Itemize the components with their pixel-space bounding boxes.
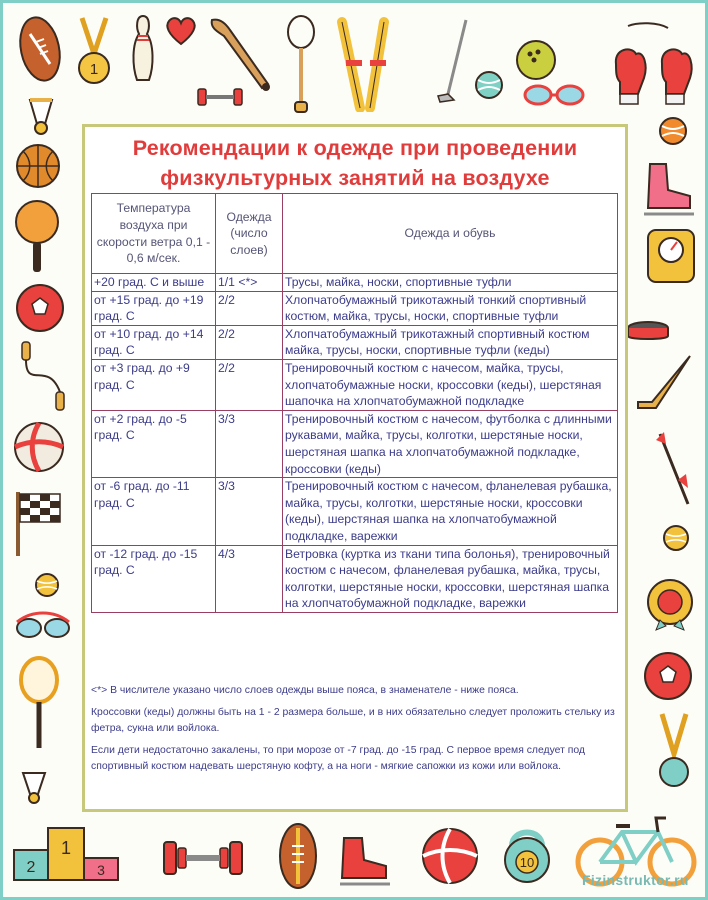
goggles-icon	[12, 608, 74, 642]
podium-second: 2	[26, 859, 36, 876]
cell-clothes: Трусы, майка, носки, спортивные туфли	[283, 274, 618, 292]
volleyball-icon	[420, 826, 480, 886]
scale-icon	[646, 228, 696, 284]
dumbbell-icon	[196, 86, 244, 108]
cell-temperature: от +2 град. до -5 град. С	[92, 410, 216, 477]
cell-clothes: Тренировочный костюм с начесом, майка, трусы, хлопчатобумажные носки, кроссовки (кеды), шерстяная шапочка на хлопчатобумажной подкладке	[283, 359, 618, 410]
footnote-layers: <*> В числителе указано число слоев одежды выше пояса, в знаменателе - ниже пояса.	[91, 685, 519, 696]
clothing-table	[91, 193, 618, 613]
soccer-ball-icon	[642, 650, 694, 702]
cell-clothes: Хлопчатобумажный трикотажный тонкий спортивный костюм, майка, трусы, носки, спортивные туфли	[283, 291, 618, 325]
cell-temperature: от -12 град. до -15 град. С	[92, 545, 216, 612]
ping-pong-paddle-icon	[14, 198, 60, 276]
bowling-ball-icon	[514, 38, 558, 82]
jump-rope-icon	[18, 340, 68, 412]
table-row	[92, 410, 618, 477]
header-clothes: Одежда и обувь	[283, 194, 618, 274]
cell-layers: 3/3	[216, 410, 283, 477]
cell-temperature: от -6 град. до -11 град. С	[92, 478, 216, 545]
cell-layers: 4/3	[216, 545, 283, 612]
checkered-flag-icon	[10, 488, 68, 558]
cell-temperature: от +15 град. до +19 град. С	[92, 291, 216, 325]
tennis-racket-icon	[16, 654, 62, 754]
podium-third: 3	[97, 862, 105, 878]
rugby-ball-icon	[16, 14, 64, 84]
page-title	[85, 133, 625, 193]
cell-temperature: +20 град. С и выше	[92, 274, 216, 292]
tennis-ball-icon	[474, 70, 504, 100]
notes-section	[91, 683, 619, 781]
table-header-row	[92, 194, 618, 274]
table-row	[92, 291, 618, 325]
rugby-ball-icon	[276, 820, 320, 892]
content-panel	[82, 124, 628, 812]
table-row	[92, 545, 618, 612]
medal-icon	[74, 14, 114, 88]
shuttlecock-icon	[20, 770, 48, 806]
podium-first: 1	[60, 838, 72, 858]
cell-layers: 2/2	[216, 291, 283, 325]
cell-layers: 3/3	[216, 478, 283, 545]
soccer-ball-icon	[14, 282, 66, 334]
baseball-bat-icon	[206, 14, 276, 94]
heart-icon	[164, 16, 198, 46]
medal-number: 1	[89, 61, 99, 78]
cell-layers: 2/2	[216, 325, 283, 359]
basketball-icon	[14, 142, 62, 190]
cell-temperature: от +3 град. до +9 град. С	[92, 359, 216, 410]
racket-icon	[284, 14, 318, 114]
golf-club-icon	[436, 16, 472, 106]
podium-icon	[12, 820, 122, 882]
skis-icon	[334, 16, 400, 112]
cell-layers: 2/2	[216, 359, 283, 410]
cell-temperature: от +10 град. до +14 град. С	[92, 325, 216, 359]
title-line-2: физкультурных занятий на воздухе	[160, 166, 550, 190]
medal-icon	[646, 574, 694, 632]
goggles-icon	[522, 82, 586, 108]
boxing-gloves-icon	[608, 20, 700, 112]
tennis-ball-icon	[658, 116, 688, 146]
dumbbell-icon	[160, 838, 246, 878]
shuttlecock-icon	[26, 96, 56, 136]
skate-icon	[640, 160, 696, 220]
table-row	[92, 359, 618, 410]
dart-icon	[654, 430, 694, 510]
tennis-ball-icon	[662, 524, 690, 552]
cell-layers: 1/1 <*>	[216, 274, 283, 292]
header-temperature: Температура воздуха при скорости ветра 0,1 - 0,6 м/сек.	[92, 194, 216, 274]
tennis-ball-icon	[34, 572, 60, 598]
table-row	[92, 478, 618, 545]
site-watermark: Fizinstruktor.ru	[582, 872, 689, 888]
hockey-stick-icon	[634, 352, 694, 412]
note-hardening: Если дети недостаточно закалены, то при морозе от -7 град. до -15 град. С первое время следует под спортивный костюм надевать шерстяную кофту, а на ноги - мягкие сапожки из кожи или войлока.	[91, 745, 585, 772]
volleyball-icon	[12, 420, 66, 474]
medal-icon	[652, 710, 696, 790]
table-row	[92, 274, 618, 292]
hockey-puck-icon	[626, 320, 670, 344]
cell-clothes: Тренировочный костюм с начесом, фланелевая рубашка, майка, трусы, колготки, шерстяные носки, кроссовки (кеды), шерстяная шапка на хлопчатобумажной подкладке, варежки	[283, 478, 618, 545]
cell-clothes: Ветровка (куртка из ткани типа болонья), тренировочный костюм с начесом, фланелевая рубашка, майка, трусы, колготки, шерстяные носки, кроссовки, шерстяная шапка на хлопчатобумажной подкладке, варежки	[283, 545, 618, 612]
header-layers: Одежда (число слоев)	[216, 194, 283, 274]
kettlebell-icon	[498, 822, 556, 884]
kettlebell-weight: 10	[519, 855, 535, 870]
cell-clothes: Тренировочный костюм с начесом, футболка с длинными рукавами, майка, трусы, колготки, шерстяные носки, шерстяная шапка на хлопчатобумажной подкладке, кроссовки (кеды)	[283, 410, 618, 477]
note-sneakers: Кроссовки (кеды) должны быть на 1 - 2 размера больше, и в них обязательно следует проложить стельку из фетра, сукна или войлока.	[91, 707, 615, 734]
skate-shoe-icon	[336, 834, 392, 890]
table-row	[92, 325, 618, 359]
title-line-1: Рекомендации к одежде при проведении	[132, 136, 578, 160]
bowling-pin-icon	[128, 14, 158, 84]
cell-clothes: Хлопчатобумажный трикотажный спортивный костюм майка, трусы, носки, спортивные туфли (кеды)	[283, 325, 618, 359]
